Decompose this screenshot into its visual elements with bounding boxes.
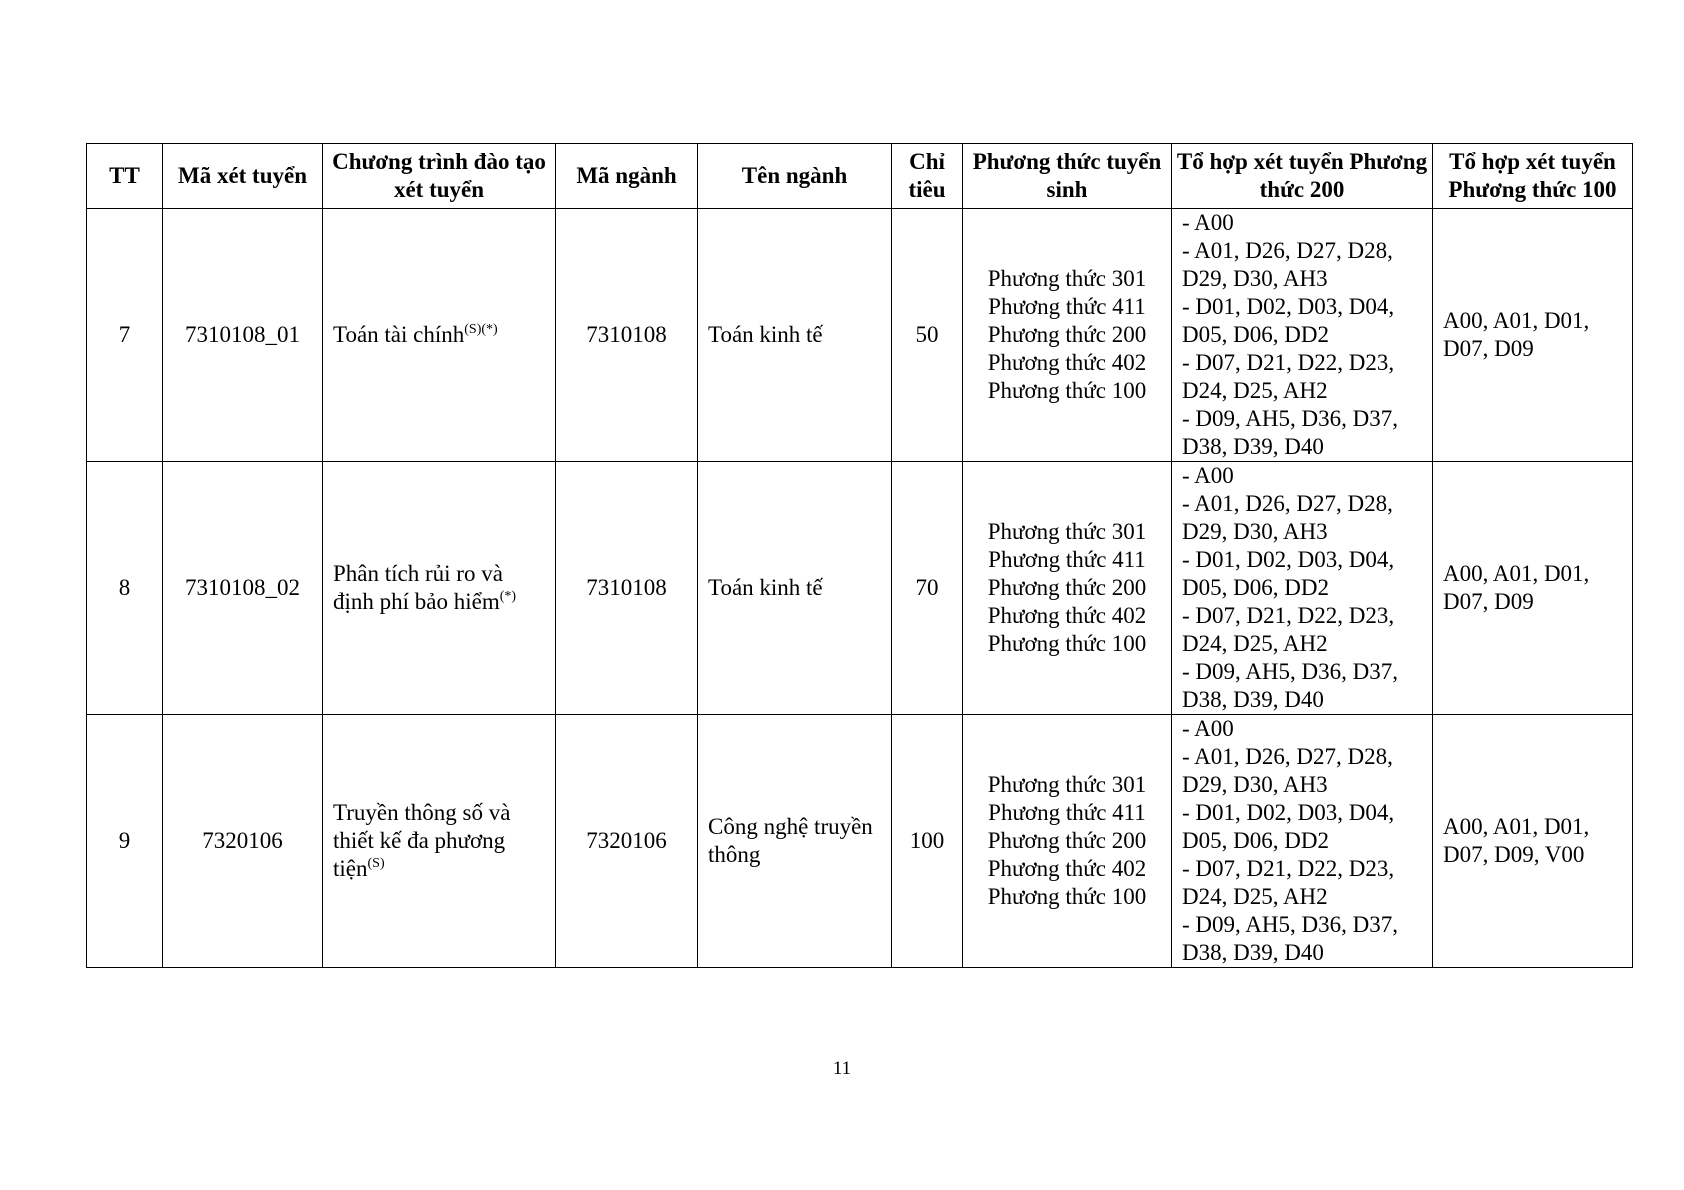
header-tt: TT	[87, 144, 163, 209]
combo-line: - D09, AH5, D36, D37,	[1182, 406, 1398, 431]
cell-phuong-thuc	[963, 715, 1172, 968]
admissions-table	[86, 143, 1633, 968]
combo-line: D24, D25, AH2	[1182, 631, 1328, 656]
cell-chi-tieu: 70	[892, 462, 963, 715]
method-line: Phương thức 200	[987, 828, 1147, 853]
cell-ma-nganh: 7310108	[556, 462, 698, 715]
combo-line: D29, D30, AH3	[1182, 519, 1328, 544]
program-name: Phân tích rủi ro và định phí bảo hiểm	[333, 561, 503, 614]
combo-line: - D09, AH5, D36, D37,	[1182, 912, 1398, 937]
header-chi-tieu: Chỉ tiêu	[892, 144, 963, 209]
combo-line: - D01, D02, D03, D04,	[1182, 800, 1395, 825]
method-line: Phương thức 301	[987, 772, 1147, 797]
combo-line: D38, D39, D40	[1182, 687, 1324, 712]
header-phuong-thuc: Phương thức tuyển sinh	[963, 144, 1172, 209]
program-name: Truyền thông số và thiết kế đa phương tiện	[333, 800, 511, 881]
cell-to-hop-200	[1172, 715, 1433, 968]
cell-chi-tieu: 100	[892, 715, 963, 968]
combo-line: D29, D30, AH3	[1182, 266, 1328, 291]
method-line: Phương thức 200	[987, 575, 1147, 600]
table-row	[87, 715, 1633, 968]
combo-line: D05, D06, DD2	[1182, 322, 1329, 347]
cell-to-hop-200	[1172, 209, 1433, 462]
cell-ma-nganh: 7310108	[556, 209, 698, 462]
cell-ma-xet-tuyen: 7310108_02	[163, 462, 323, 715]
cell-chuong-trinh	[323, 715, 556, 968]
combo-line: A00, A01, D01,	[1443, 814, 1590, 839]
cell-phuong-thuc	[963, 462, 1172, 715]
method-line: Phương thức 402	[987, 603, 1147, 628]
cell-to-hop-100	[1433, 462, 1633, 715]
cell-chuong-trinh	[323, 462, 556, 715]
method-line: Phương thức 301	[987, 519, 1147, 544]
method-line: Phương thức 100	[987, 884, 1147, 909]
combo-line: - A00	[1182, 210, 1234, 235]
combo-line: - A01, D26, D27, D28,	[1182, 744, 1393, 769]
method-line: Phương thức 200	[987, 322, 1147, 347]
combo-line: - A01, D26, D27, D28,	[1182, 491, 1393, 516]
program-note-mark: (S)(*)	[464, 322, 498, 337]
combo-line: D07, D09, V00	[1443, 842, 1585, 867]
header-ten-nganh: Tên ngành	[698, 144, 892, 209]
combo-line: D07, D09	[1443, 336, 1534, 361]
header-ma-xet-tuyen: Mã xét tuyển	[163, 144, 323, 209]
method-line: Phương thức 301	[987, 266, 1147, 291]
combo-line: - D09, AH5, D36, D37,	[1182, 659, 1398, 684]
combo-line: - D01, D02, D03, D04,	[1182, 547, 1395, 572]
method-line: Phương thức 402	[987, 350, 1147, 375]
combo-line: - D07, D21, D22, D23,	[1182, 856, 1395, 881]
header-to-hop-100: Tổ hợp xét tuyển Phương thức 100	[1433, 144, 1633, 209]
method-line: Phương thức 411	[988, 547, 1146, 572]
combo-line: - A01, D26, D27, D28,	[1182, 238, 1393, 263]
method-line: Phương thức 411	[988, 294, 1146, 319]
combo-line: D38, D39, D40	[1182, 434, 1324, 459]
cell-tt: 7	[87, 209, 163, 462]
combo-line: D05, D06, DD2	[1182, 575, 1329, 600]
header-ma-nganh: Mã ngành	[556, 144, 698, 209]
cell-to-hop-100	[1433, 715, 1633, 968]
cell-ma-xet-tuyen: 7310108_01	[163, 209, 323, 462]
program-note-mark: (*)	[499, 589, 517, 604]
combo-line: A00, A01, D01,	[1443, 561, 1590, 586]
combo-line: D38, D39, D40	[1182, 940, 1324, 965]
program-name: Toán tài chính	[333, 322, 465, 347]
cell-ma-nganh: 7320106	[556, 715, 698, 968]
cell-ma-xet-tuyen: 7320106	[163, 715, 323, 968]
combo-line: - D07, D21, D22, D23,	[1182, 350, 1395, 375]
cell-tt: 9	[87, 715, 163, 968]
combo-line: - D07, D21, D22, D23,	[1182, 603, 1395, 628]
table-row	[87, 209, 1633, 462]
header-row	[87, 144, 1633, 209]
cell-ten-nganh: Toán kinh tế	[698, 462, 892, 715]
combo-line: A00, A01, D01,	[1443, 308, 1590, 333]
cell-to-hop-200	[1172, 462, 1433, 715]
combo-line: - A00	[1182, 463, 1234, 488]
page-number: 11	[832, 1058, 852, 1079]
cell-ten-nganh: Toán kinh tế	[698, 209, 892, 462]
cell-to-hop-100	[1433, 209, 1633, 462]
combo-line: D29, D30, AH3	[1182, 772, 1328, 797]
table-row	[87, 462, 1633, 715]
combo-line: - A00	[1182, 716, 1234, 741]
combo-line: D24, D25, AH2	[1182, 378, 1328, 403]
method-line: Phương thức 411	[988, 800, 1146, 825]
cell-ten-nganh: Công nghệ truyền thông	[698, 715, 892, 968]
header-chuong-trinh: Chương trình đào tạo xét tuyển	[323, 144, 556, 209]
method-line: Phương thức 100	[987, 378, 1147, 403]
combo-line: D07, D09	[1443, 589, 1534, 614]
method-line: Phương thức 100	[987, 631, 1147, 656]
combo-line: D24, D25, AH2	[1182, 884, 1328, 909]
cell-chuong-trinh	[323, 209, 556, 462]
combo-line: D05, D06, DD2	[1182, 828, 1329, 853]
cell-tt: 8	[87, 462, 163, 715]
header-to-hop-200: Tổ hợp xét tuyển Phương thức 200	[1172, 144, 1433, 209]
program-note-mark: (S)	[367, 856, 385, 871]
cell-chi-tieu: 50	[892, 209, 963, 462]
cell-phuong-thuc	[963, 209, 1172, 462]
method-line: Phương thức 402	[987, 856, 1147, 881]
combo-line: - D01, D02, D03, D04,	[1182, 294, 1395, 319]
